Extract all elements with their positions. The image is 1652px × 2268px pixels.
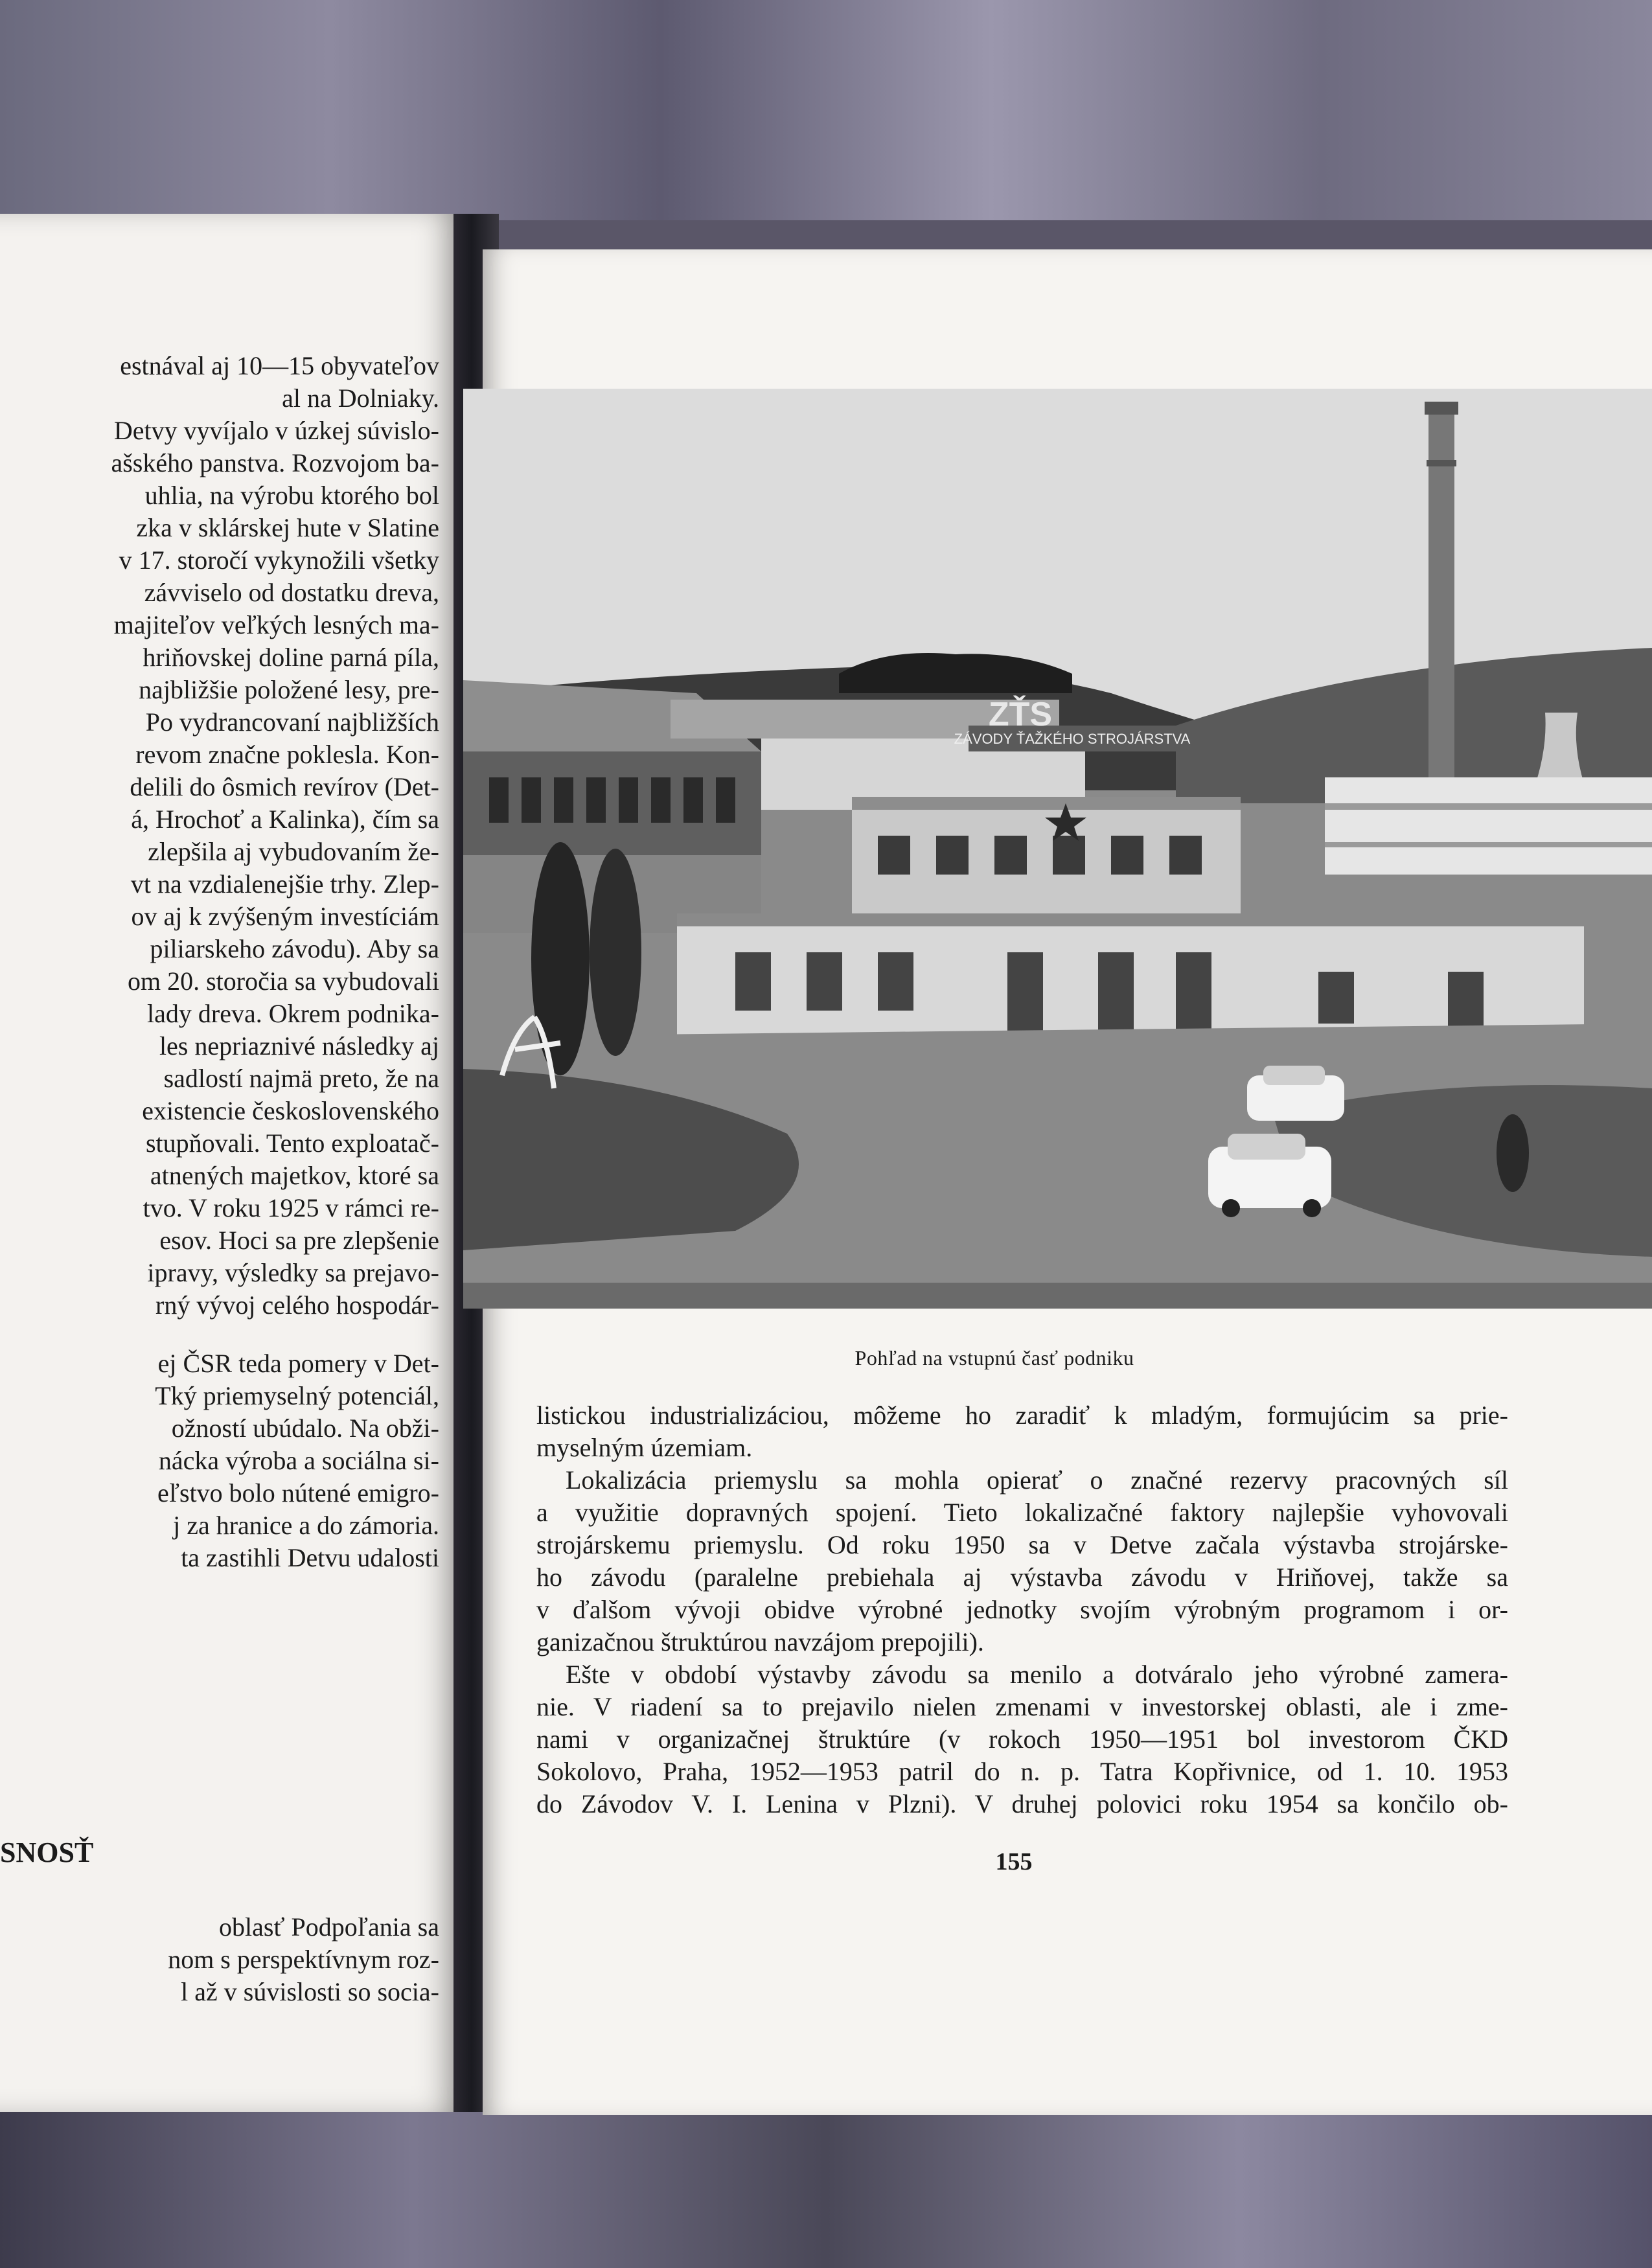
body-text-line: Ešte v období výstavby závodu sa menilo a dotváralo jeho výrobné zamera- [566,1660,1508,1689]
left-page-line: piliarskeho závodu). Aby sa [150,934,439,963]
left-page-line: nom s perspektívnym roz- [168,1945,439,1974]
left-page-line: Detvy vyvíjalo v úzkej súvislo- [113,416,439,445]
left-page-line: stupňovali. Tento exploatač- [145,1128,439,1158]
factory-sign-text: ZÁVODY ŤAŽKÉHO STROJÁRSTVA [954,731,1191,747]
body-text-line: Lokalizácia priemyslu sa mohla opierať o značné rezervy pracovných síl [566,1465,1508,1495]
left-page-line: sadlostí najmä preto, že na [163,1064,439,1093]
body-text-line: nie. V riadení sa to prejavilo nielen zmenami v investorskej oblasti, ale i zme- [536,1692,1508,1721]
body-text-line: do Závodov V. I. Lenina v Plzni). V druhej polovici roku 1954 sa končilo ob- [536,1789,1508,1818]
left-page-line: uhlia, na výrobu ktorého bol [144,481,439,510]
left-page [0,214,463,2112]
left-page-line: j za hranice a do zámoria. [173,1511,439,1540]
left-page-line: om 20. storočia sa vybudovali [127,967,439,996]
left-page-line: závviselo od dostatku dreva, [144,578,439,607]
left-page-line: Tký priemyselný potenciál, [155,1381,439,1410]
left-page-line: hriňovskej doline parná píla, [143,643,439,672]
page-number: 155 [995,1848,1033,1875]
left-page-line: ožností ubúdalo. Na obži- [171,1414,439,1443]
body-text-line: v ďalšom vývoji obidve výrobné jednotky svojím výrobným programom i or- [536,1595,1508,1624]
left-page-line: á, Hrochoť a Kalinka), čím sa [131,805,439,834]
body-text-line: strojárskemu priemyslu. Od roku 1950 sa v Detve začala výstavba strojárske- [536,1530,1508,1559]
left-page-text-after-heading [0,1911,453,2008]
body-text-line: a využitie dopravných spojení. Tieto lokalizačné faktory najlepšie vyhovovali [536,1498,1508,1527]
left-page-line: revom značne poklesla. Kon- [135,740,439,769]
scan-background-top [0,0,1652,220]
left-page-line: esov. Hoci sa pre zlepšenie [159,1226,439,1255]
body-text-line: listickou industrializáciou, môžeme ho zaradiť k mladým, formujúcim sa prie- [536,1401,1508,1430]
left-page-heading: SNOSŤ [0,1837,94,1868]
left-page-line: existencie československého [142,1096,439,1125]
left-page-line: delili do ôsmich revírov (Det- [130,772,439,801]
left-page-line: ej ČSR teda pomery v Det- [157,1349,439,1378]
left-page-line: les nepriaznivé následky aj [159,1031,439,1060]
scan-background-bottom [0,2092,1652,2268]
left-page-line: al na Dolniaky. [282,384,439,413]
left-page-line: eľstvo bolo nútené emigro- [157,1478,439,1507]
left-page-line: najbližšie položené lesy, pre- [139,675,439,704]
left-page-line: Po vydrancovaní najbližších [145,707,439,737]
body-text-line: myselným územiam. [536,1433,753,1462]
left-page-line: vt na vzdialenejšie trhy. Zlep- [130,869,439,899]
left-page-line: v 17. storočí vykynožili všetky [119,545,439,575]
body-text-line: ganizačnou štruktúrou navzájom prepojili). [536,1627,984,1656]
body-text-line: Sokolovo, Praha, 1952—1953 patril do n. p. Tatra Kopřivnice, od 1. 10. 1953 [536,1757,1508,1786]
left-page-line: ašského panstva. Rozvojom ba- [111,448,439,477]
left-page-line: atnených majetkov, ktoré sa [150,1161,439,1190]
left-page-line: zka v sklárskej hute v Slatine [136,513,439,542]
left-page-line: ipravy, výsledky sa prejavo- [147,1258,439,1287]
left-page-line: tvo. V roku 1925 v rámci re- [143,1193,439,1222]
left-page-line: oblasť Podpoľania sa [219,1912,439,1942]
left-page-line: ov aj k zvýšeným investíciám [131,902,439,931]
left-page-line: ta zastihli Detvu udalosti [181,1543,439,1572]
body-text [536,1399,1508,1820]
left-page-line: lady dreva. Okrem podnika- [147,999,439,1028]
factory-logo: ZŤS [988,696,1053,733]
left-page-line: majiteľov veľkých lesných ma- [113,610,439,639]
photo-caption: Pohľad na vstupnú časť podniku [855,1346,1134,1369]
left-page-line: l až v súvislosti so socia- [181,1977,439,2006]
left-page-line: nácka výroba a sociálna si- [158,1446,439,1475]
body-text-line: ho závodu (paralelne prebiehala aj výstavba závodu v Hriňovej, takže sa [536,1563,1508,1592]
left-page-line: rný vývoj celého hospodár- [155,1290,439,1320]
left-page-line: zlepšila aj vybudovaním že- [148,837,439,866]
body-text-line: nami v organizačnej štruktúre (v rokoch 1950—1951 bol investorom ČKD [536,1724,1508,1754]
left-page-line: estnával aj 10—15 obyvateľov [120,351,439,380]
factory-photograph [463,389,1652,1309]
left-page-text [0,350,453,1574]
